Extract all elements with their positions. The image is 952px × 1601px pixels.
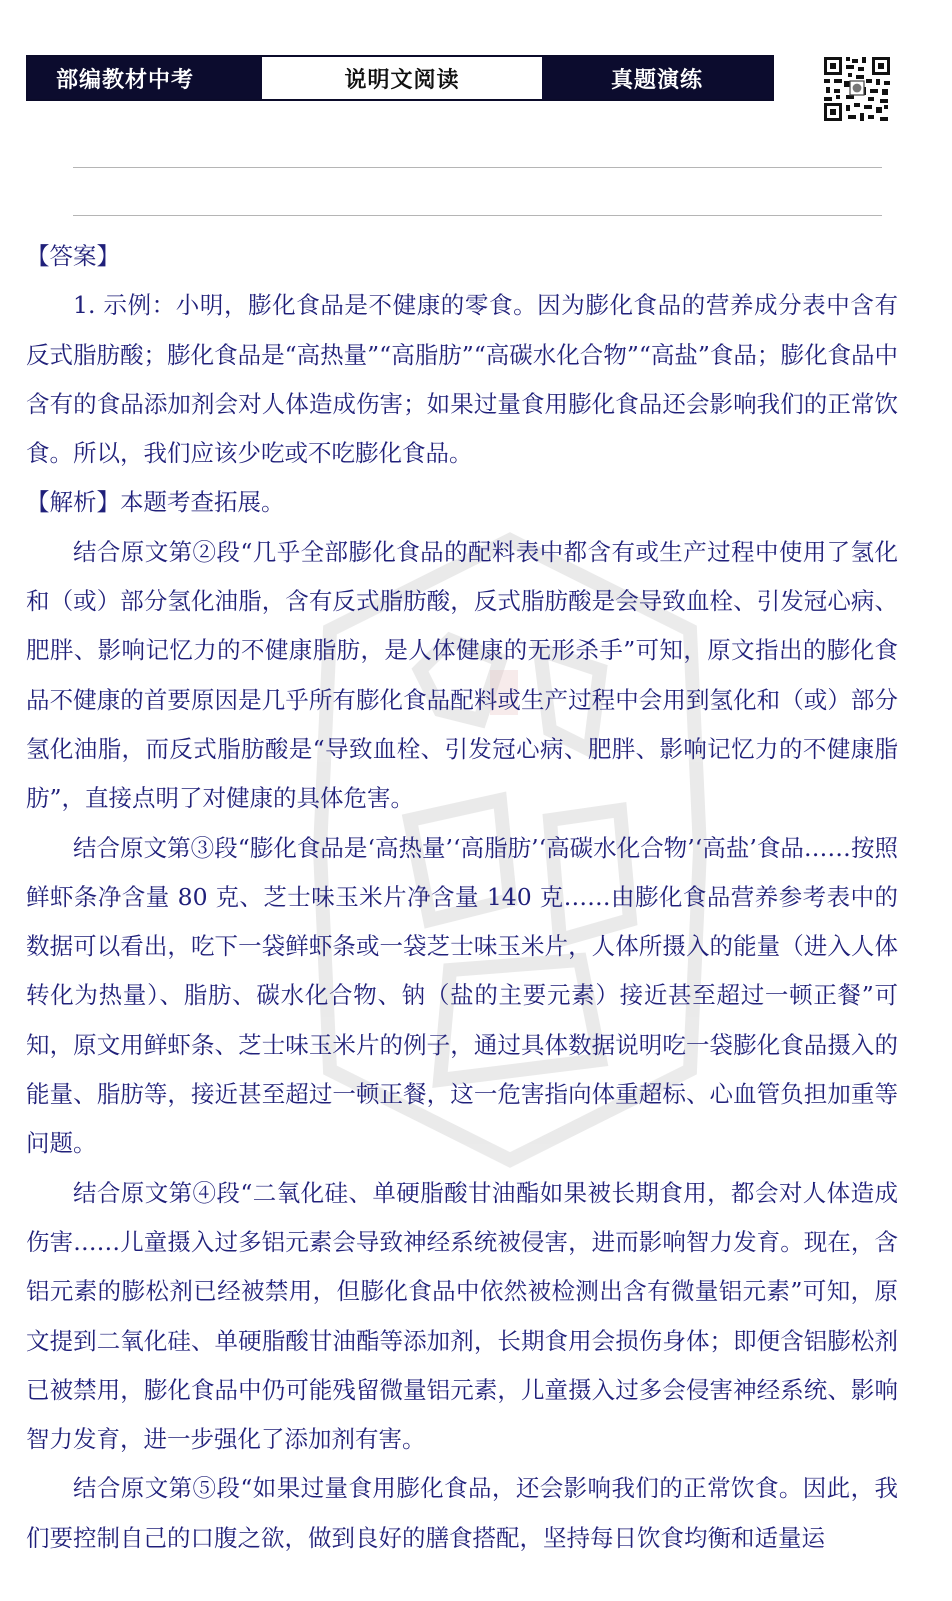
analysis-paragraph-2: 结合原文第②段“几乎全部膨化食品的配料表中都含有或生产过程中使用了氢化和（或）部分氢化油脂，含有反式脂肪酸，反式脂肪酸是会导致血栓、引发冠心病、肥胖、影响记忆力的不健康脂肪，是人体健康的无形杀手”可知，原文指出的膨化食品不健康的首要原因是几乎所有膨化食品配料或生产过程中会用到氢化和（或）部分氢化油脂，而反式脂肪酸是“导致血栓、引发冠心病、肥胖、影响记忆力的不健康脂肪”，直接点明了对健康的具体危害。 [26, 537, 898, 813]
analysis-paragraph-3: 结合原文第③段“膨化食品是‘高热量’‘高脂肪’‘高碳水化合物’‘高盐’食品……按照鲜虾条净含量 80 克、芝士味玉米片净含量 140 克……由膨化食品营养参考表中的数据可以看出，吃下一袋鲜虾条或一袋芝士味玉米片，人体所摄入的能量（进入人体转化为热量）、脂肪、碳水化合物、钠（盐的主要元素）接近甚至超过一顿正餐”可知，原文用鲜虾条、芝士味玉米片的例子，通过具体数据说明吃一袋膨化食品摄入的能量、脂肪等，接近甚至超过一顿正餐，这一危害指向体重超标、心血管负担加重等问题。 [26, 833, 898, 1158]
answer-heading: 【答案】 [26, 242, 120, 270]
qr-code-icon [822, 55, 892, 123]
analysis-heading: 【解析】本题考查拓展。 [26, 488, 285, 517]
header-banner [26, 55, 774, 101]
header-left-label: 部编教材中考 [28, 57, 262, 99]
analysis-paragraph-5: 结合原文第⑤段“如果过量食用膨化食品，还会影响我们的正常饮食。因此，我们要控制自己的口腹之欲，做到良好的膳食搭配，坚持每日饮食均衡和适量运 [26, 1474, 898, 1552]
article-body [26, 232, 898, 1563]
header-right-label: 真题演练 [542, 57, 772, 99]
answer-line-2 [73, 215, 882, 216]
answer-line-1 [73, 167, 882, 168]
analysis-paragraph-4: 结合原文第④段“二氧化硅、单硬脂酸甘油酯如果被长期食用，都会对人体造成伤害……儿童摄入过多铝元素会导致神经系统被侵害，进而影响智力发育。现在，含铝元素的膨松剂已经被禁用，但膨化食品中依然被检测出含有微量铝元素”可知，原文提到二氧化硅、单硬脂酸甘油酯等添加剂，长期食用会损伤身体；即便含铝膨松剂已被禁用，膨化食品中仍可能残留微量铝元素，儿童摄入过多会侵害神经系统、影响智力发育，进一步强化了添加剂有害。 [26, 1178, 898, 1454]
answer-paragraph: 1. 示例：小明，膨化食品是不健康的零食。因为膨化食品的营养成分表中含有反式脂肪酸；膨化食品是“高热量”“高脂肪”“高碳水化合物”“高盐”食品；膨化食品中含有的食品添加剂会对人体造成伤害；如果过量食用膨化食品还会影响我们的正常饮食。所以，我们应该少吃或不吃膨化食品。 [26, 291, 898, 468]
header-center-label: 说明文阅读 [262, 57, 542, 99]
